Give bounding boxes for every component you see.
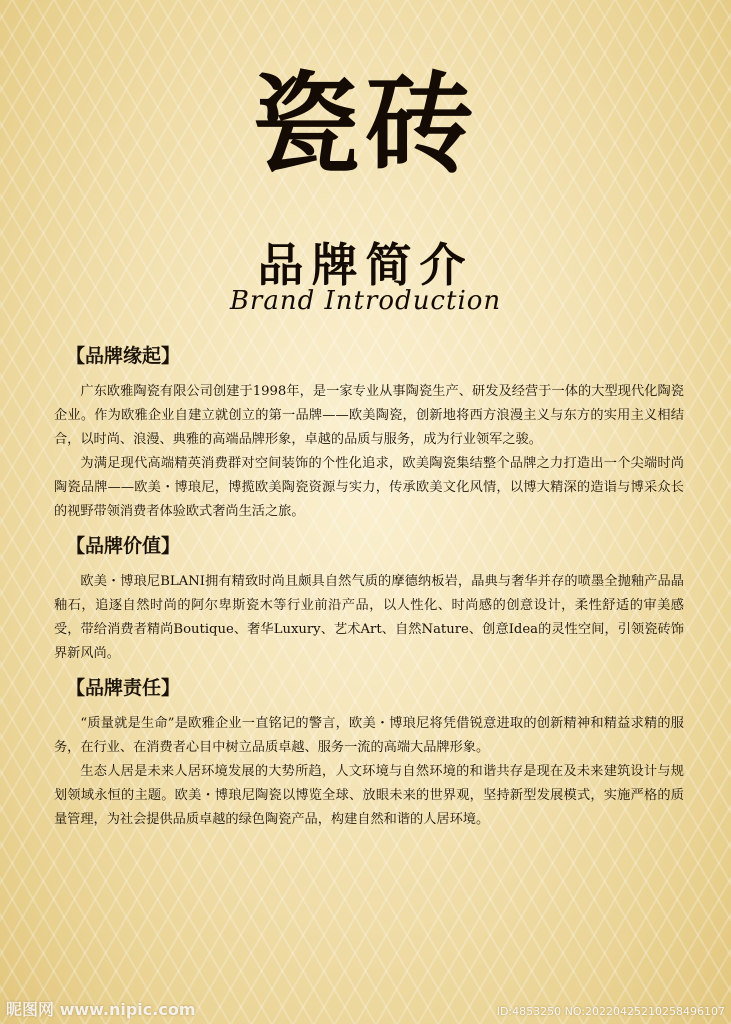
section-heading: 【品牌价值】 xyxy=(66,535,181,557)
watermark-id: ID:4853250 NO:20220425210258496107 xyxy=(496,1005,725,1018)
paragraph: 广东欧雅陶瓷有限公司创建于1998年，是一家专业从事陶瓷生产、研发及经营于一体的大型现代化陶瓷企业。作为欧雅企业自建立就创立的第一品牌——欧美陶瓷，创新地将西方浪漫主义与东方的实用主义相结合，以时尚、浪漫、典雅的高端品牌形象，卓越的品质与服务，成为行业领军之骏。 xyxy=(54,384,684,447)
paragraph: “质量就是生命”是欧雅企业一直铭记的警言，欧美・博琅尼将凭借锐意进取的创新精神和精益求精的服务，在行业、在消费者心目中树立品质卓越、服务一流的高端大品牌形象。 xyxy=(54,716,684,755)
subtitle-en: Brand Introduction xyxy=(229,286,502,316)
section-brand-origin xyxy=(54,342,684,524)
main-title: 瓷砖 xyxy=(251,63,480,188)
section-brand-responsibility xyxy=(54,674,684,832)
section-brand-value xyxy=(54,532,684,666)
section-heading: 【品牌缘起】 xyxy=(66,345,181,367)
watermark-logo: 昵图网 www.nipic.com xyxy=(6,1000,196,1019)
content xyxy=(54,342,684,840)
section-heading: 【品牌责任】 xyxy=(66,677,181,699)
paragraph: 生态人居是未来人居环境发展的大势所趋，人文环境与自然环境的和谐共存是现在及未来建筑设计与规划领域永恒的主题。欧美・博琅尼陶瓷以博览全球、放眼未来的世界观，坚持新型发展模式，实施严格的质量管理，为社会提供品质卓越的绿色陶瓷产品，构建自然和谐的人居环境。 xyxy=(54,764,684,827)
paragraph: 欧美・博琅尼BLANI拥有精致时尚且颇具自然气质的摩德纳板岩，晶典与奢华并存的喷墨全抛釉产品晶釉石，追逐自然时尚的阿尔卑斯瓷木等行业前沿产品，以人性化、时尚感的创意设计，柔性舒适的审美感受，带给消费者精尚Boutique、奢华Luxury、艺术Art、自然Nature、创意Idea的灵性空间，引领瓷砖饰界新风尚。 xyxy=(54,574,684,661)
paragraph: 为满足现代高端精英消费群对空间装饰的个性化追求，欧美陶瓷集结整个品牌之力打造出一个尖端时尚陶瓷品牌——欧美・博琅尼，博揽欧美陶瓷资源与实力，传承欧美文化风情，以博大精深的造诣与博采众长的视野带领消费者体验欧式奢尚生活之旅。 xyxy=(54,456,684,519)
subtitle: 品牌简介 xyxy=(257,238,474,292)
